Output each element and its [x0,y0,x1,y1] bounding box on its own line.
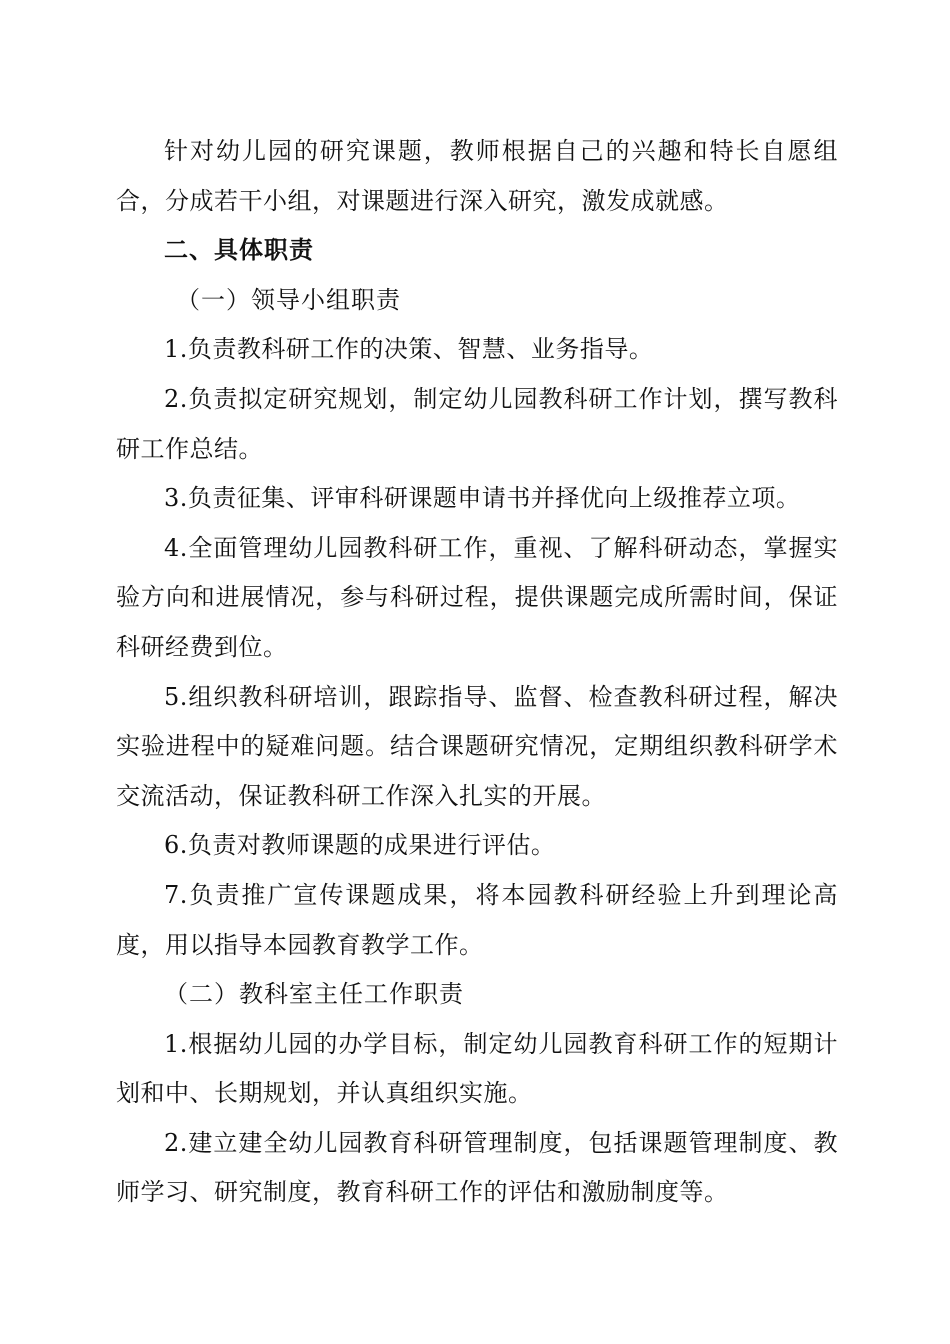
leadership-item-5: 5.组织教科研培训，跟踪指导、监督、检查教科研过程，解决实验进程中的疑难问题。结合课题研究情况，定期组织教科研学术交流活动，保证教科研工作深入扎实的开展。 [116,682,838,810]
leadership-item-3: 3.负责征集、评审科研课题申请书并择优向上级推荐立项。 [164,484,801,513]
leadership-item-6: 6.负责对教师课题的成果进行评估。 [164,831,556,860]
leadership-item-1: 1.负责教科研工作的决策、智慧、业务指导。 [164,335,654,364]
section-heading: 二、具体职责 [164,236,314,265]
director-item-2: 2.建立建全幼儿园教育科研管理制度，包括课题管理制度、教师学习、研究制度，教育科研工作的评估和激励制度等。 [116,1128,838,1207]
intro-paragraph: 针对幼儿园的研究课题，教师根据自己的兴趣和特长自愿组合，分成若干小组，对课题进行深入研究，激发成就感。 [116,137,838,215]
document-body [116,127,838,1218]
director-item-1: 1.根据幼儿园的办学目标，制定幼儿园教育科研工作的短期计划和中、长期规划，并认真组织实施。 [116,1029,838,1108]
subsection-heading-leadership: （一）领导小组职责 [176,285,401,314]
subsection-heading-director: （二）教科室主任工作职责 [164,980,464,1009]
leadership-item-7: 7.负责推广宣传课题成果，将本园教科研经验上升到理论高度，用以指导本园教育教学工作。 [116,880,838,959]
leadership-item-4: 4.全面管理幼儿园教科研工作，重视、了解科研动态，掌握实验方向和进展情况，参与科研过程，提供课题完成所需时间，保证科研经费到位。 [116,533,838,661]
leadership-item-2: 2.负责拟定研究规划，制定幼儿园教科研工作计划，撰写教科研工作总结。 [116,384,838,463]
